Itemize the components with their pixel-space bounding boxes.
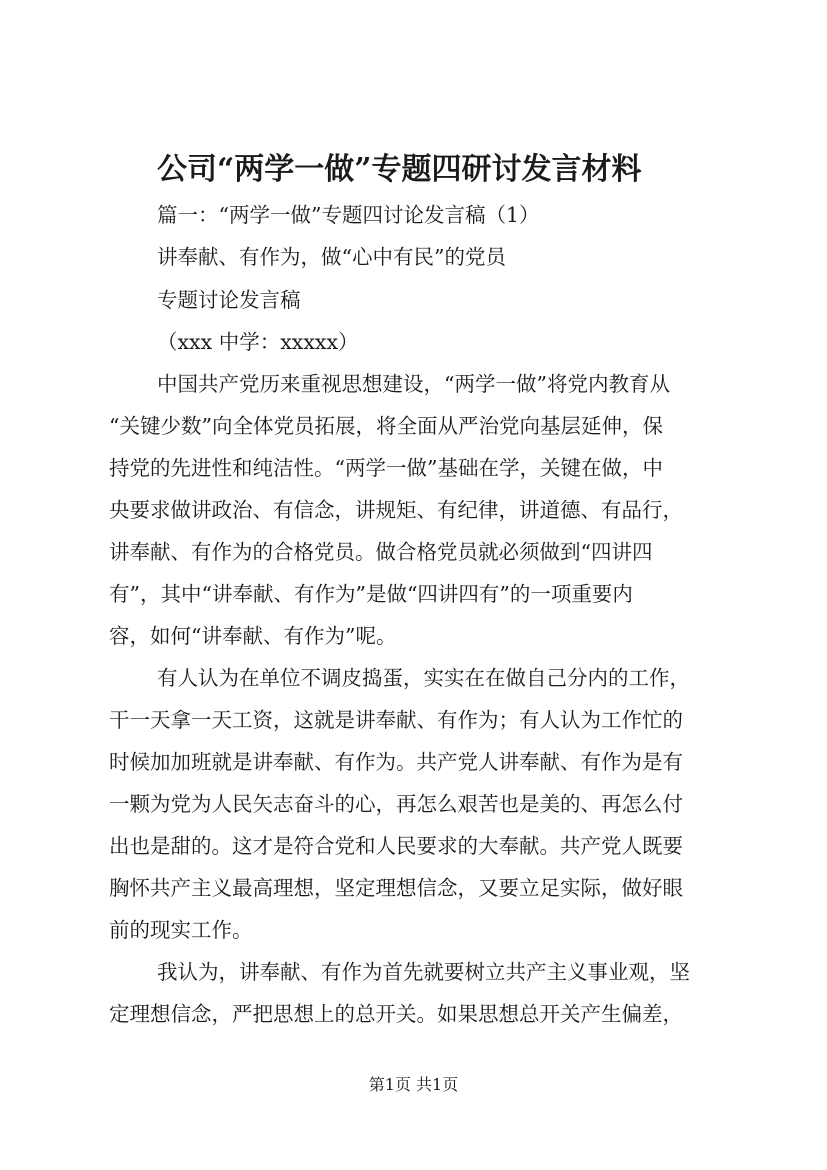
body-line: 持党的先进性和纯洁性。“两学一做”基础在学，关键在做，中 <box>109 456 663 480</box>
subheading: 专题讨论发言稿 <box>157 288 301 312</box>
body-line: 容，如何“讲奉献、有作为”呢。 <box>109 624 397 648</box>
body-line: 前的现实工作。 <box>109 918 253 942</box>
body-line: 中国共产党历来重视思想建设，“两学一做”将党内教育从 <box>157 372 670 396</box>
body-line: 讲奉献、有作为的合格党员。做合格党员就必须做到“四讲四 <box>109 540 653 564</box>
author-line: （xxx 中学：xxxxx） <box>157 330 359 354</box>
body-line: 胸怀共产主义最高理想，坚定理想信念，又要立足实际，做好眼 <box>109 876 683 900</box>
heading-line: 讲奉献、有作为，做“心中有民”的党员 <box>157 245 506 269</box>
body-line: 干一天拿一天工资，这就是讲奉献、有作为；有人认为工作忙的 <box>109 708 683 732</box>
body-line: 央要求做讲政治、有信念，讲规矩、有纪律，讲道德、有品行， <box>109 498 683 522</box>
body-line: 一颗为党为人民矢志奋斗的心，再怎么艰苦也是美的、再怎么付 <box>109 792 683 816</box>
subtitle: 篇一：“两学一做”专题四讨论发言稿（1） <box>157 203 540 227</box>
body-line: 时候加加班就是讲奉献、有作为。共产党人讲奉献、有作为是有 <box>109 750 683 774</box>
page-footer: 第1页 共1页 <box>368 1075 459 1094</box>
body-line: “关键少数”向全体党员拓展，将全面从严治党向基层延伸，保 <box>109 414 663 438</box>
body-line: 我认为，讲奉献、有作为首先就要树立共产主义事业观，坚 <box>157 960 690 984</box>
body-line: 有人认为在单位不调皮捣蛋，实实在在做自己分内的工作， <box>157 666 690 690</box>
body-line: 有”，其中“讲奉献、有作为”是做“四讲四有”的一项重要内 <box>109 582 633 606</box>
document-title: 公司“两学一做”专题四研讨发言材料 <box>157 152 642 187</box>
body-line: 出也是甜的。这才是符合党和人民要求的大奉献。共产党人既要 <box>109 834 683 858</box>
body-line: 定理想信念，严把思想上的总开关。如果思想总开关产生偏差， <box>109 1002 683 1026</box>
